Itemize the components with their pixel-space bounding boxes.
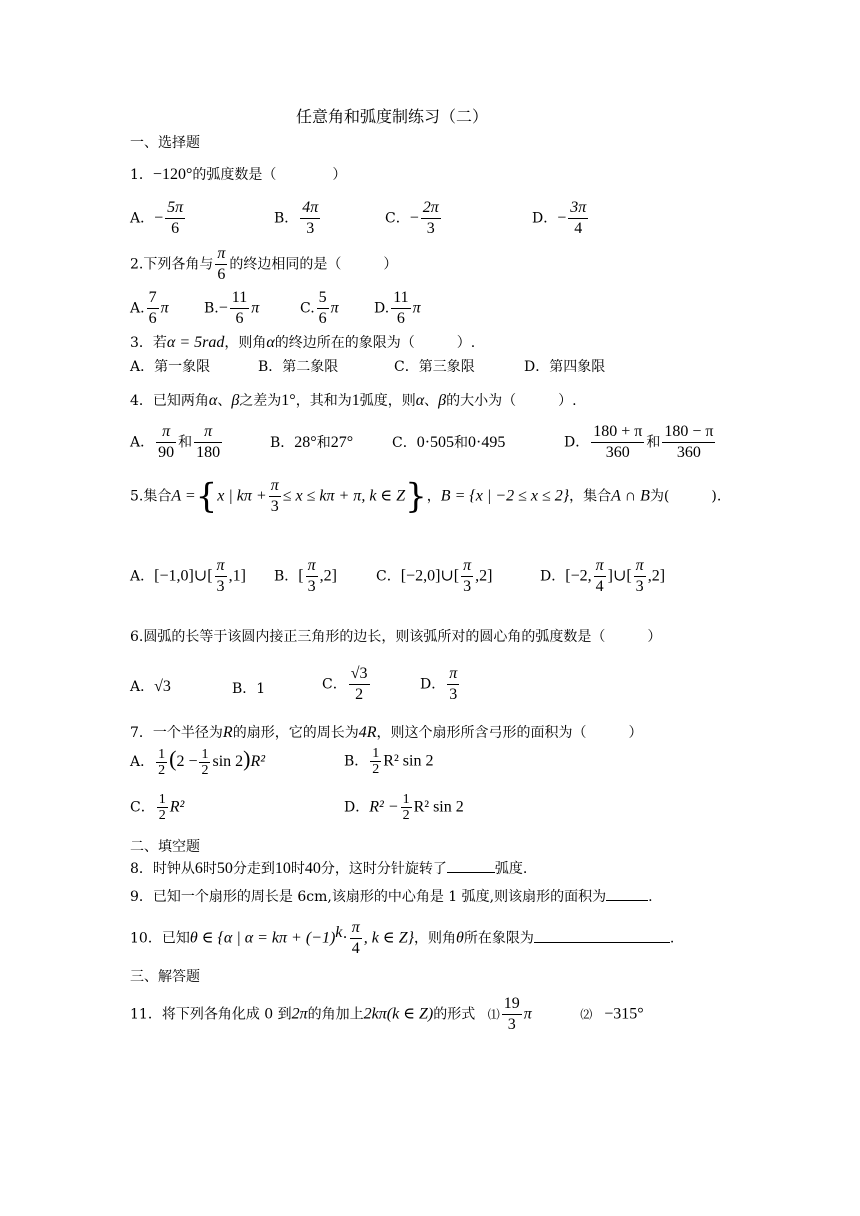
q5-option-d: D．[−2, $\frac{\pi}{4}$ ]∪[ $\frac{\pi}{3}$ ,2] [540,557,666,595]
q6-option-b: B．1 [232,681,266,697]
q5-option-b: B．[ $\frac{\pi}{3}$ ,2] [274,557,337,595]
q7-option-d: D．R² − $\frac{1}{2}$ R² sin 2 [344,792,464,823]
answer-blank[interactable] [447,871,495,873]
q5-option-a: A．[−1,0]∪[ $\frac{\pi}{3}$ ,1] [130,557,246,595]
question-7: 7．一个半径为R的扇形，它的周长为4R，则这个扇形所含弓形的面积为（ ） [130,724,643,741]
page-title: 任意角和弧度制练习（二） [296,107,489,126]
section-heading: 三、解答题 [130,969,200,985]
section-heading: 一、选择题 [130,135,200,151]
section-heading: 二、填空题 [130,839,200,855]
angle-value: −120° [152,166,193,183]
q2-option-a: A. $\frac{7}{6}$ π [130,289,169,327]
answer-blank[interactable] [534,941,670,943]
q1-option-d: D．− $\frac{3\pi}{4}$ [532,199,587,237]
q4-option-d: D． $\frac{180 + \pi}{360}$ 和 $\frac{180 - \pi}{360}$ [564,423,714,461]
q2-option-c: C. $\frac{5}{6}$ π [300,289,339,327]
question-11: 11．将下列各角化成 0 到2π的角加上2kπ(k ∈ Z)的形式 ⑴ $\frac{19}{3}$ π ⑵ −315° [130,995,644,1033]
q7-option-c: C． $\frac{1}{2}$ R² [130,792,185,823]
question-4: 4．已知两角α、β之差为1°，其和为1弧度，则α、β的大小为（ ）. [130,392,577,409]
q3-option-a: A．第一象限 [130,359,211,375]
answer-blank[interactable] [606,899,648,901]
q3-option-b: B．第二象限 [258,359,339,375]
q7-option-a: A． $\frac{1}{2}$ (2 − $\frac{1}{2}$ sin 2)R² [130,746,266,778]
question-number: 1． [130,167,153,183]
question-3: 3．若α = 5rad，则角α的终边所在的象限为（ ）. [130,334,476,351]
question-9: 9．已知一个扇形的周长是 6cm,该扇形的中心角是 1 弧度,则该扇形的面积为 . [130,889,653,905]
q3-option-d: D．第四象限 [524,359,606,375]
q5-option-c: C．[−2,0]∪[ $\frac{\pi}{3}$ ,2] [376,557,493,595]
question-5: 5.集合A ={x | kπ + $\frac{\pi}{3}$ ≤ x ≤ kπ + π, k ∈ Z}，B = {x | −2 ≤ x ≤ 2}，集合A ∩ B为( ). [130,476,722,517]
q4-option-a: A． $\frac{\pi}{90}$ 和 $\frac{\pi}{180}$ [130,423,221,461]
question-10: 10．已知θ ∈ {α | $\alpha = k\pi + (-1)^k\cdot$ $\frac{\pi}{4}$ , k ∈ Z}，则角θ所在象限为 . [130,919,675,957]
question-6: 6.圆弧的长等于该圆内接正三角形的边长，则该弧所对的圆心角的弧度数是（ ） [130,629,662,645]
question-2: 2.下列各角与 $\frac{\pi}{6}$ 的终边相同的是（ ） [130,245,398,283]
q2-option-d: D. $\frac{11}{6}$ π [374,289,421,327]
q4-option-b: B．28°和27° [270,434,354,451]
q1-option-c: C．− $\frac{2\pi}{3}$ [385,199,439,237]
question-1 [130,164,346,184]
q6-option-c: C． $\frac{√3}{2}$ [322,665,368,703]
q6-option-d: D． $\frac{\pi}{3}$ [420,665,458,703]
q1-option-b: B． $\frac{4\pi}{3}$ [274,199,319,237]
q3-option-c: C．第三象限 [394,359,475,375]
question-text: 的弧度数是（ ） [192,167,347,183]
q7-option-b: B． $\frac{1}{2}$ R² sin 2 [344,746,434,777]
q4-option-c: C．0·505和0·495 [392,434,506,451]
q1-option-a: A．− $\frac{5\pi}{6}$ [130,199,184,237]
q6-option-a: A．√3 [130,678,171,695]
q2-option-b: B.− $\frac{11}{6}$ π [204,289,260,327]
question-8: 8．时钟从6时50分走到10时40分，这时分针旋转了 弧度. [130,860,528,877]
